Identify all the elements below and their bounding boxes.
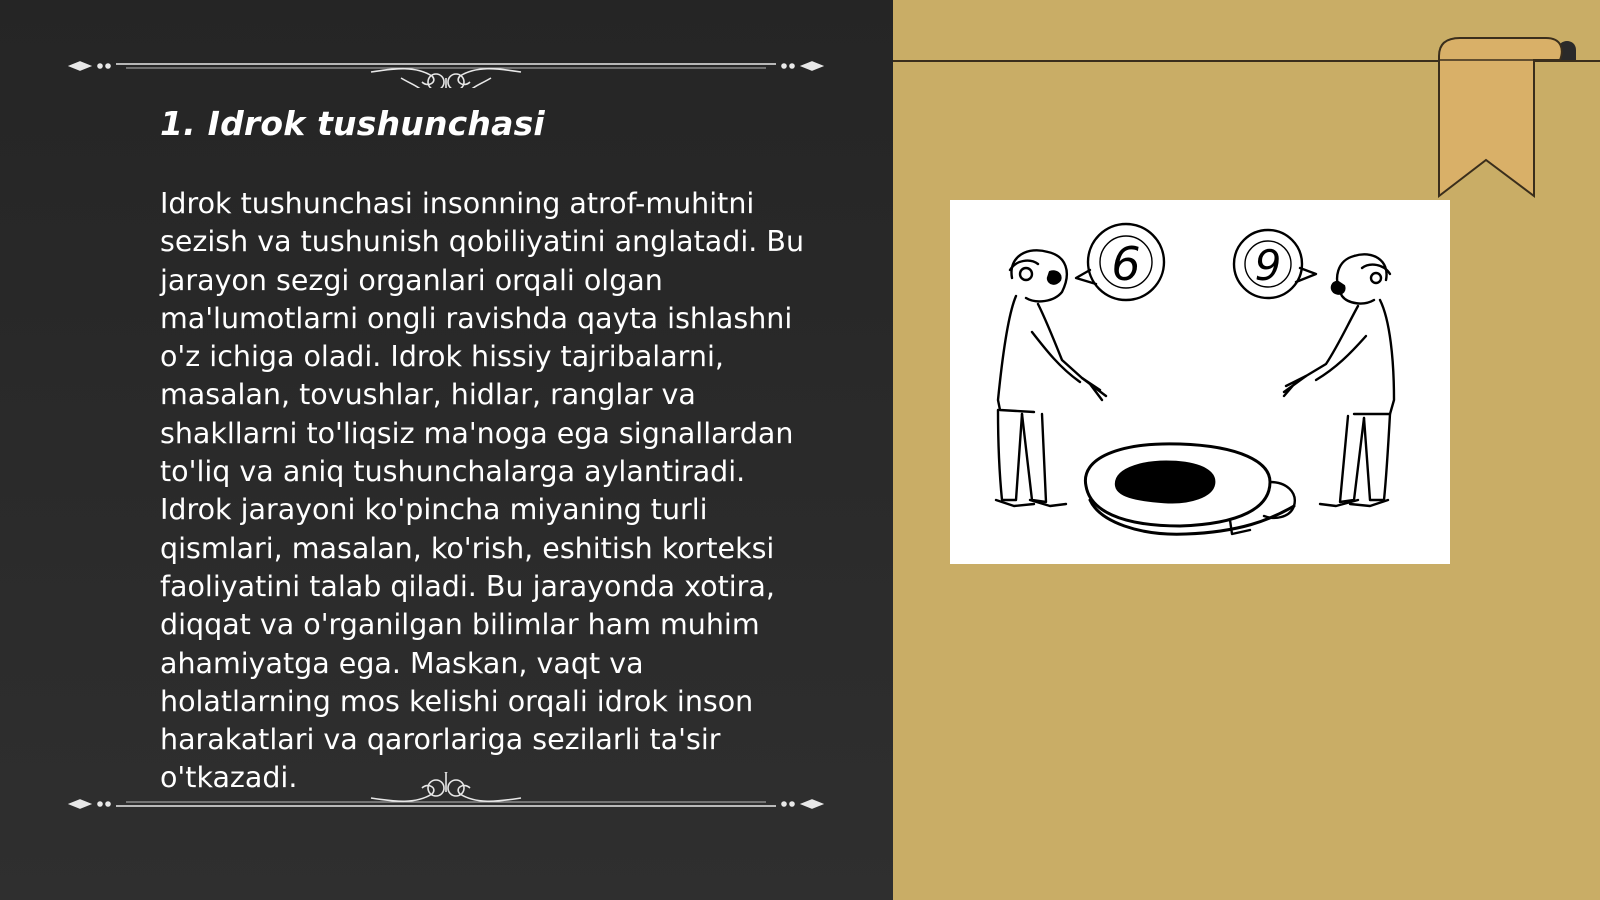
- ornament-divider-bottom: [66, 772, 826, 812]
- ornament-divider-top: [66, 48, 826, 88]
- body-paragraph: Idrok tushunchasi insonning atrof-muhitni sezish va tushunish qobiliyatini anglatadi. Bu jarayon sezgi organlari orqali olgan ma'lumotlarni ongli ravishda qayta ishlashni o'z ichiga oladi. Idrok hissiy tajribalarni, masalan, tovushlar, hidlar, ranglar va shakllarni to'liqsiz ma'noga ega signallardan to'liq va aniq tushunchalarga aylantiradi. Idrok jarayoni ko'pincha miyaning turli qismlari, masalan, ko'rish, eshitish korteksi faoliyatini talab qiladi. Bu jarayonda xotira, diqqat va o'rganilgan bilimlar ham muhim ahamiyatga ega. Maskan, vaqt va holatlarning mos kelishi orqali idrok inson harakatlari va qarorlariga sezilarli ta'sir o'tkazadi.: [160, 187, 805, 795]
- slide-title: 1. Idrok tushunchasi: [160, 104, 545, 143]
- bookmark-ribbon: [1436, 36, 1576, 198]
- bubble-left-number: 6: [1111, 237, 1141, 291]
- six-nine-cartoon: [950, 200, 1450, 564]
- bubble-right-number: 9: [1254, 241, 1282, 290]
- perspective-illustration: [950, 200, 1450, 564]
